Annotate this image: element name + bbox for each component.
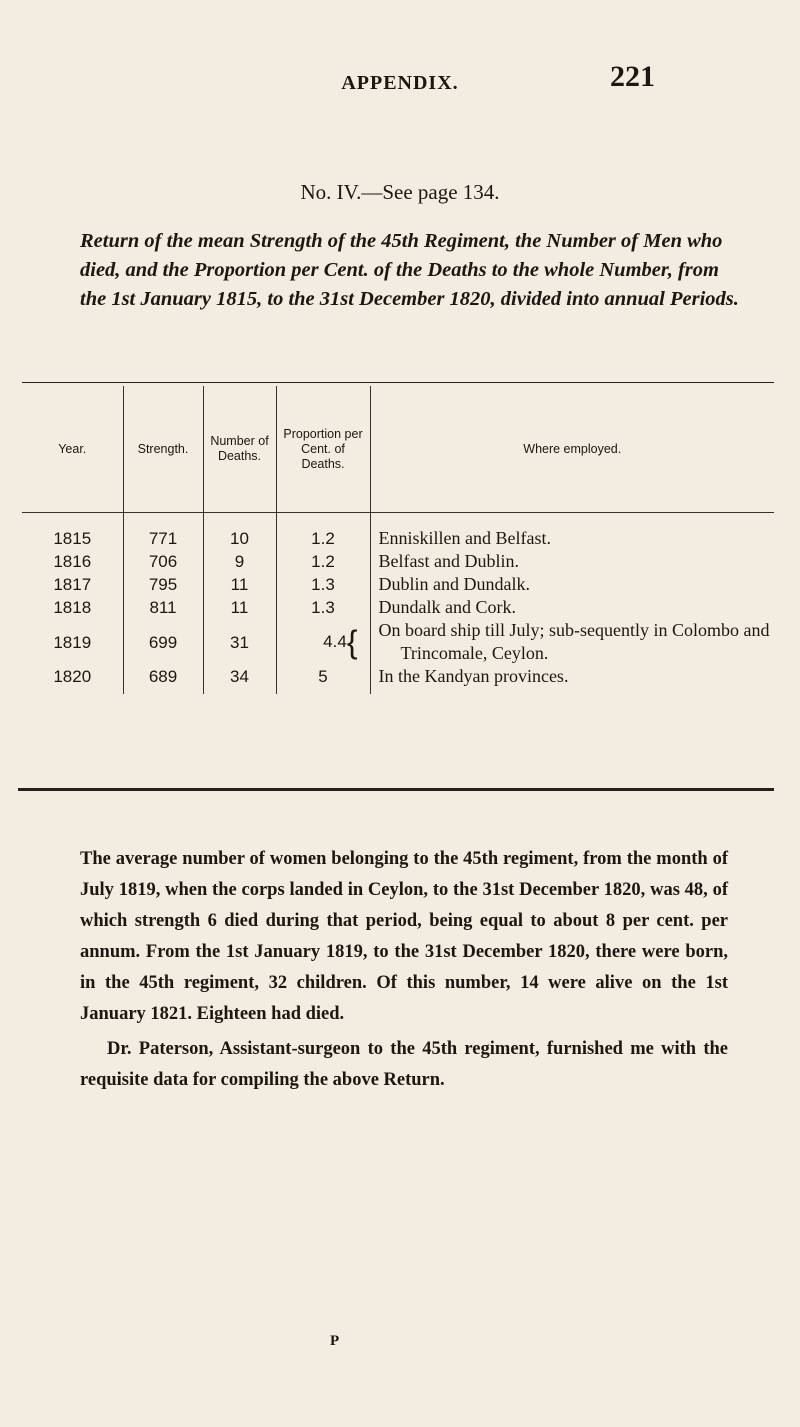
cell-year: 1818	[53, 598, 92, 617]
cell-year: 1819	[53, 632, 92, 652]
cell-year: 1817	[53, 575, 92, 594]
table-caption: Return of the mean Strength of the 45th Regiment, the Number of Men who died, and the Proportion per Cent. of the Deaths to the whole Number, from the 1st January 1815, to the 31st December 1820, divided into annual Periods.	[80, 230, 739, 310]
table-row	[22, 619, 774, 665]
cell-proportion	[276, 619, 370, 665]
running-head: APPENDIX.	[341, 72, 459, 94]
header-year: Year.	[22, 386, 123, 513]
header-proportion: Proportion per Cent. of Deaths.	[276, 386, 370, 513]
cell-deaths: 34	[203, 665, 276, 694]
table-row	[22, 596, 774, 619]
cell-year: 1816	[53, 552, 92, 571]
cell-deaths: 31	[203, 619, 276, 665]
cell-strength: 706	[123, 550, 203, 573]
cell-where: Dundalk and Cork.	[370, 596, 774, 619]
header-strength: Strength.	[123, 386, 203, 513]
table-row	[22, 665, 774, 694]
signature-mark: P	[330, 1333, 340, 1349]
cell-proportion: 1.2	[276, 550, 370, 573]
cell-deaths: 9	[203, 550, 276, 573]
cell-where: Enniskillen and Belfast.	[370, 513, 774, 551]
table-top-rule	[22, 382, 774, 383]
cell-strength: 689	[123, 665, 203, 694]
table-row	[22, 573, 774, 596]
table-row	[22, 550, 774, 573]
mortality-table	[22, 386, 774, 694]
table-row	[22, 513, 774, 551]
cell-deaths: 11	[203, 573, 276, 596]
cell-proportion: 1.3	[276, 596, 370, 619]
cell-proportion: 1.2	[276, 513, 370, 551]
page-number: 221	[610, 60, 655, 93]
cell-strength: 699	[123, 619, 203, 665]
cell-strength: 771	[123, 513, 203, 551]
cell-where: Belfast and Dublin.	[370, 550, 774, 573]
cell-where: On board ship till July; sub-sequently in Colombo and Trincomale, Ceylon.	[370, 619, 774, 665]
table-header-row	[22, 386, 774, 513]
cell-proportion: 1.3	[276, 573, 370, 596]
cell-year: 1815	[53, 529, 92, 548]
cell-where: Dublin and Dundalk.	[370, 573, 774, 596]
header-where: Where employed.	[370, 386, 774, 513]
cell-where: In the Kandyan provinces.	[370, 665, 774, 694]
paterson-paragraph: Dr. Paterson, Assistant-surgeon to the 45th regiment, furnished me with the requisite data for compiling the above Return.	[80, 1039, 728, 1090]
section-title: No. IV.—See page 134.	[300, 180, 500, 204]
cell-strength: 811	[123, 596, 203, 619]
brace-icon: {	[346, 624, 358, 660]
header-deaths: Number of Deaths.	[203, 386, 276, 513]
cell-deaths: 11	[203, 596, 276, 619]
women-paragraph: The average number of women belonging to the 45th regiment, from the month of July 1819, when the corps landed in Ceylon, to the 31st December 1820, was 48, of which strength 6 died during that period, being equal to about 8 per cent. per annum. From the 1st January 1819, to the 31st December 1820, there were born, in the 45th regiment, 32 children. Of this number, 14 were alive on the 1st January 1821. Eighteen had died.	[80, 849, 728, 1024]
proportion-value: 4.4	[323, 631, 347, 651]
cell-proportion: 5	[276, 665, 370, 694]
table-bottom-rule	[18, 788, 774, 791]
cell-year: 1820	[53, 667, 92, 686]
cell-strength: 795	[123, 573, 203, 596]
cell-deaths: 10	[203, 513, 276, 551]
